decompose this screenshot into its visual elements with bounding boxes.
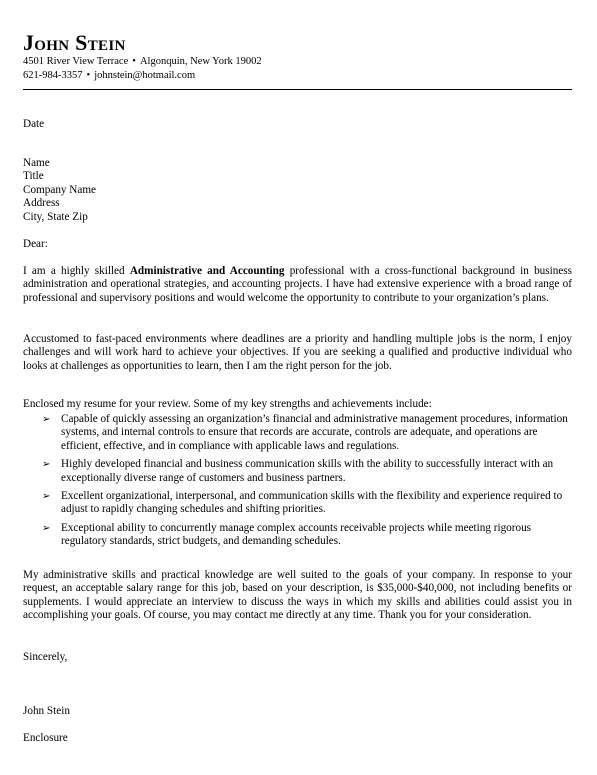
header-divider: [23, 89, 572, 90]
intro-text-end: professional with a cross-functional background in business administration and operational strategies, and accounting projects. I have had extensive experience with a broad range of professional and supervisory positions and would welcome the opportunity to contribute to your organization’s plans.: [23, 265, 572, 304]
list-item-text: Excellent organizational, interpersonal, and communication skills with the flexibility and experience required to adjust to rapidly changing schedules and shifting priorities.: [61, 490, 563, 516]
strengths-list: [42, 413, 572, 554]
paragraph-experience: Accustomed to fast-paced environments where deadlines are a priority and handling multiple jobs is the norm, I enjoy challenges and will work hard to achieve your objectives. If you are seeking a qualified and productive individual who looks at challenges as opportunities to learn, then I am the right person for the job.: [23, 333, 572, 372]
recipient-address: Address: [23, 197, 60, 210]
list-item: [42, 490, 572, 517]
applicant-name: John Stein: [23, 30, 126, 55]
list-item-text: Highly developed financial and business communication skills with the ability to successfully interact with an exceptionally diverse range of customers and business partners.: [61, 458, 554, 484]
phone-number: 621-984-3357: [23, 70, 83, 81]
arrow-bullet-icon: ➢: [42, 522, 51, 534]
email-address: johnstein@hotmail.com: [94, 70, 196, 81]
recipient-name: Name: [23, 157, 50, 169]
list-item: [42, 522, 572, 549]
arrow-bullet-icon: ➢: [42, 414, 51, 425]
recipient-block: [23, 157, 572, 224]
city-state-zip: Algonquin, New York 19002: [139, 56, 262, 67]
list-item-text: Capable of quickly assessing an organization’s financial and administrative management procedures, information systems, and internal controls to ensure that records are accurate, controls are adequate, and operations are efficient, effective, and in compliance with applicable laws and regulations.: [61, 413, 568, 452]
date-line: Date: [23, 118, 45, 130]
list-item: [42, 413, 572, 453]
contact-phone-email-line: [23, 70, 195, 82]
street-address: 4501 River View Terrace: [23, 56, 129, 67]
list-item-text: Exceptional ability to concurrently manage complex accounts receivable projects while meeting rigorous regulatory standards, strict budgets, and demanding schedules.: [61, 521, 532, 548]
paragraph-intro: [23, 265, 572, 305]
contact-address-line: [23, 56, 262, 68]
recipient-company: Company Name: [23, 183, 97, 196]
list-item: [42, 458, 572, 485]
recipient-city-state-zip: City, State Zip: [23, 210, 88, 223]
closing-line: Sincerely,: [23, 651, 68, 663]
paragraph-closing: My administrative skills and practical knowledge are well suited to the goals of your company. In response to your request, an acceptable salary range for this job, based on your description, is $35,000-$40,000, not including benefits or supplements. I would appreciate an interview to discuss the ways in which my skills and abilities could assist you in accomplishing your goals. Of course, you may contact me directly at any time. Thank you for your consideration.: [23, 569, 572, 622]
intro-bold-phrase: Administrative and Accounting: [129, 265, 285, 277]
arrow-bullet-icon: ➢: [42, 459, 51, 471]
paragraph-enclosed: Enclosed my resume for your review. Some of my key strengths and achievements include:: [23, 398, 432, 411]
salutation: Dear:: [23, 238, 48, 250]
arrow-bullet-icon: ➢: [42, 491, 51, 503]
intro-text-start: I am a highly skilled: [23, 265, 130, 277]
signer-name: John Stein: [23, 705, 70, 717]
enclosure-note: Enclosure: [23, 732, 68, 744]
separator-dot: •: [132, 56, 136, 67]
recipient-title: Title: [23, 170, 44, 183]
separator-dot: •: [86, 70, 91, 81]
